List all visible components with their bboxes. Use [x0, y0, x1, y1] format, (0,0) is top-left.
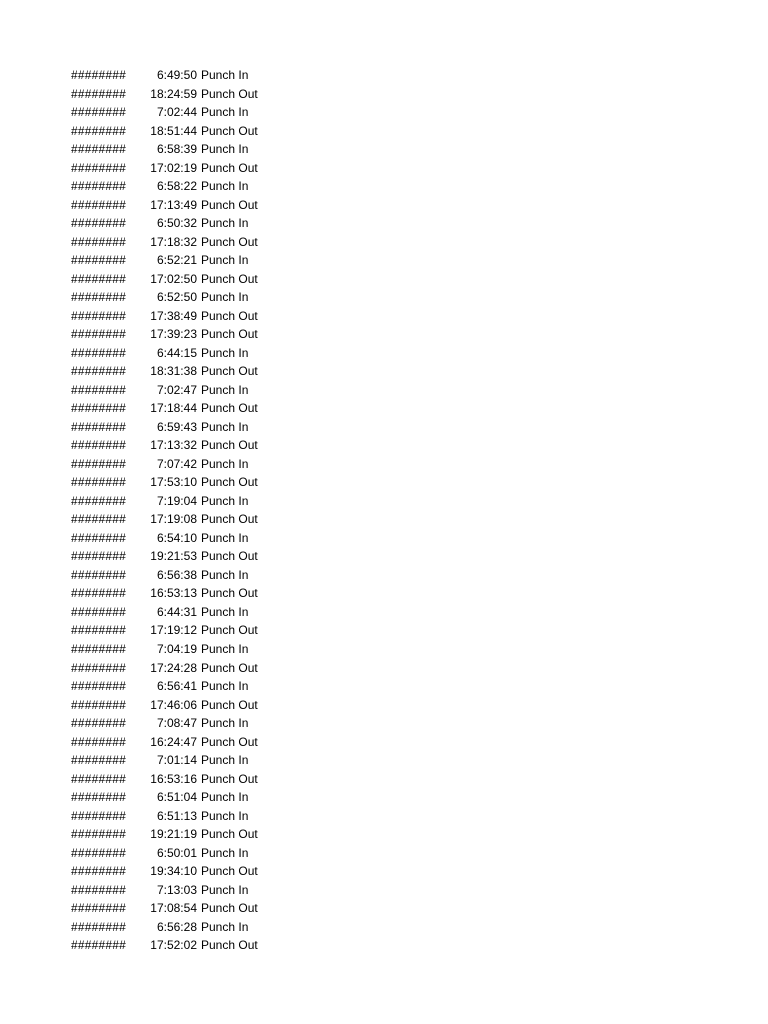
date-cell: ######## — [71, 808, 126, 823]
time-cell: 6:44:31 — [156, 604, 197, 619]
date-cell: ######## — [71, 438, 126, 453]
time-cell: 7:01:14 — [156, 753, 197, 768]
time-cell: 6:44:15 — [156, 345, 197, 360]
punch-type-cell: Punch In — [201, 105, 249, 120]
time-cell: 17:19:12 — [150, 623, 197, 638]
time-cell: 6:56:41 — [156, 679, 197, 694]
date-cell: ######## — [71, 827, 126, 842]
time-cell: 19:21:19 — [150, 827, 197, 842]
time-cell: 16:24:47 — [150, 734, 197, 749]
time-cell: 17:53:10 — [150, 475, 197, 490]
time-cell: 17:13:49 — [150, 197, 197, 212]
date-cell: ######## — [71, 234, 126, 249]
time-cell: 16:53:16 — [150, 771, 197, 786]
date-cell: ######## — [71, 86, 126, 101]
date-cell: ######## — [71, 530, 126, 545]
date-cell: ######## — [71, 179, 126, 194]
time-cell: 6:49:50 — [156, 68, 197, 82]
time-cell: 6:58:22 — [156, 179, 197, 194]
punch-type-cell: Punch In — [201, 290, 249, 305]
date-cell: ######## — [71, 253, 126, 268]
time-cell: 19:34:10 — [150, 864, 197, 879]
punch-type-cell: Punch Out — [201, 512, 258, 527]
date-cell: ######## — [71, 549, 126, 564]
time-cell: 17:08:54 — [150, 901, 197, 916]
time-cell: 6:52:50 — [156, 290, 197, 305]
date-cell: ######## — [71, 882, 126, 897]
time-cell: 17:02:19 — [150, 160, 197, 175]
time-cell: 17:38:49 — [150, 308, 197, 323]
punch-type-cell: Punch Out — [201, 586, 258, 601]
date-cell: ######## — [71, 493, 126, 508]
punch-type-cell: Punch Out — [201, 697, 258, 712]
punch-type-cell: Punch In — [201, 567, 249, 582]
time-cell: 19:21:53 — [150, 549, 197, 564]
punch-type-cell: Punch Out — [201, 234, 258, 249]
punch-type-cell: Punch Out — [201, 308, 258, 323]
date-cell: ######## — [71, 327, 126, 342]
time-cell: 6:58:39 — [156, 142, 197, 157]
date-cell: ######## — [71, 105, 126, 120]
time-cell: 17:24:28 — [150, 660, 197, 675]
punch-type-cell: Punch Out — [201, 327, 258, 342]
date-cell: ######## — [71, 586, 126, 601]
date-cell: ######## — [71, 901, 126, 916]
punch-type-cell: Punch In — [201, 716, 249, 731]
date-cell: ######## — [71, 864, 126, 879]
date-cell: ######## — [71, 197, 126, 212]
date-cell: ######## — [71, 160, 126, 175]
punch-type-cell: Punch Out — [201, 549, 258, 564]
punch-type-cell: Punch Out — [201, 827, 258, 842]
date-cell: ######## — [71, 845, 126, 860]
punch-type-cell: Punch In — [201, 253, 249, 268]
punch-type-cell: Punch Out — [201, 901, 258, 916]
date-cell: ######## — [71, 660, 126, 675]
date-cell: ######## — [71, 716, 126, 731]
time-cell: 17:02:50 — [150, 271, 197, 286]
date-cell: ######## — [71, 308, 126, 323]
punch-type-cell: Punch In — [201, 679, 249, 694]
punch-type-cell: Punch In — [201, 882, 249, 897]
date-cell: ######## — [71, 123, 126, 138]
date-cell: ######## — [71, 697, 126, 712]
date-cell: ######## — [71, 475, 126, 490]
time-cell: 17:18:44 — [150, 401, 197, 416]
time-cell: 17:52:02 — [150, 938, 197, 953]
date-cell: ######## — [71, 290, 126, 305]
time-cell: 16:53:13 — [150, 586, 197, 601]
date-cell: ######## — [71, 790, 126, 805]
time-cell: 6:51:13 — [156, 808, 197, 823]
punch-type-cell: Punch In — [201, 493, 249, 508]
time-cell: 17:18:32 — [150, 234, 197, 249]
time-cell: 18:24:59 — [150, 86, 197, 101]
punch-type-cell: Punch In — [201, 808, 249, 823]
punch-type-cell: Punch In — [201, 68, 249, 82]
punch-type-cell: Punch In — [201, 604, 249, 619]
date-cell: ######## — [71, 604, 126, 619]
date-cell: ######## — [71, 142, 126, 157]
punch-type-cell: Punch Out — [201, 364, 258, 379]
punch-type-cell: Punch In — [201, 419, 249, 434]
date-cell: ######## — [71, 364, 126, 379]
punch-type-cell: Punch In — [201, 345, 249, 360]
date-cell: ######## — [71, 919, 126, 934]
punch-type-cell: Punch In — [201, 216, 249, 231]
date-cell: ######## — [71, 271, 126, 286]
date-cell: ######## — [71, 771, 126, 786]
date-cell: ######## — [71, 567, 126, 582]
time-cell: 17:13:32 — [150, 438, 197, 453]
time-cell: 6:50:32 — [156, 216, 197, 231]
punch-type-cell: Punch In — [201, 845, 249, 860]
time-cell: 7:02:44 — [156, 105, 197, 120]
time-cell: 6:59:43 — [156, 419, 197, 434]
date-cell: ######## — [71, 734, 126, 749]
date-cell: ######## — [71, 401, 126, 416]
time-cell: 7:08:47 — [156, 716, 197, 731]
punch-type-cell: Punch In — [201, 456, 249, 471]
time-cell: 7:02:47 — [156, 382, 197, 397]
date-cell: ######## — [71, 641, 126, 656]
date-cell: ######## — [71, 938, 126, 953]
punch-type-cell: Punch Out — [201, 660, 258, 675]
punch-type-cell: Punch Out — [201, 86, 258, 101]
time-cell: 17:46:06 — [150, 697, 197, 712]
time-cell: 18:31:38 — [150, 364, 197, 379]
time-cell: 7:13:03 — [156, 882, 197, 897]
punch-type-cell: Punch Out — [201, 734, 258, 749]
punch-type-cell: Punch Out — [201, 197, 258, 212]
time-cell: 6:51:04 — [156, 790, 197, 805]
time-cell: 6:50:01 — [156, 845, 197, 860]
date-cell: ######## — [71, 623, 126, 638]
punch-type-cell: Punch Out — [201, 401, 258, 416]
punch-type-cell: Punch In — [201, 919, 249, 934]
date-cell: ######## — [71, 216, 126, 231]
punch-type-cell: Punch Out — [201, 864, 258, 879]
punch-type-cell: Punch Out — [201, 475, 258, 490]
punch-type-cell: Punch Out — [201, 938, 258, 953]
time-cell: 7:07:42 — [156, 456, 197, 471]
time-cell: 6:56:28 — [156, 919, 197, 934]
punch-type-cell: Punch Out — [201, 771, 258, 786]
time-cell: 6:56:38 — [156, 567, 197, 582]
punch-type-cell: Punch Out — [201, 123, 258, 138]
date-cell: ######## — [71, 512, 126, 527]
punch-type-cell: Punch In — [201, 641, 249, 656]
time-cell: 6:52:21 — [156, 253, 197, 268]
time-cell: 6:54:10 — [156, 530, 197, 545]
date-cell: ######## — [71, 419, 126, 434]
punch-type-cell: Punch Out — [201, 623, 258, 638]
punch-type-cell: Punch Out — [201, 160, 258, 175]
time-cell: 17:19:08 — [150, 512, 197, 527]
time-cell: 7:19:04 — [156, 493, 197, 508]
date-cell: ######## — [71, 68, 126, 82]
date-cell: ######## — [71, 679, 126, 694]
date-cell: ######## — [71, 345, 126, 360]
punch-type-cell: Punch Out — [201, 271, 258, 286]
punch-type-cell: Punch In — [201, 530, 249, 545]
punch-type-cell: Punch In — [201, 753, 249, 768]
punch-type-cell: Punch In — [201, 142, 249, 157]
punch-type-cell: Punch In — [201, 179, 249, 194]
time-cell: 18:51:44 — [150, 123, 197, 138]
punch-type-cell: Punch In — [201, 790, 249, 805]
time-cell: 7:04:19 — [156, 641, 197, 656]
date-cell: ######## — [71, 456, 126, 471]
time-cell: 17:39:23 — [150, 327, 197, 342]
punch-type-cell: Punch In — [201, 382, 249, 397]
date-cell: ######## — [71, 382, 126, 397]
date-cell: ######## — [71, 753, 126, 768]
punch-type-cell: Punch Out — [201, 438, 258, 453]
